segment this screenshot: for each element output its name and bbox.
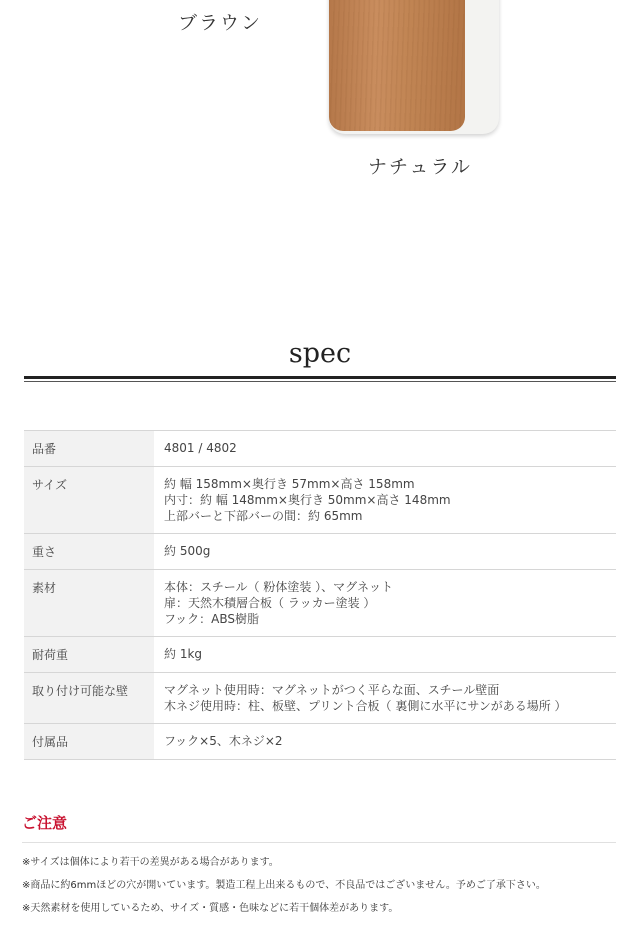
color-label-brown: ブラウン bbox=[178, 12, 263, 34]
spec-label: 付属品 bbox=[24, 724, 154, 760]
spec-label: 重さ bbox=[24, 534, 154, 570]
spec-value bbox=[154, 637, 616, 673]
caution-heading: ご注意 bbox=[22, 814, 68, 832]
spec-value bbox=[154, 673, 616, 724]
spec-value-line: 扉：天然木積層合板（ ラッカー塗装 ） bbox=[164, 596, 376, 610]
spec-value-line: 木ネジ使用時：柱、板壁、プリント合板（ 裏側に水平にサンがある場所 ） bbox=[164, 699, 567, 713]
caution-note: ※天然素材を使用しているため、サイズ・質感・色味などに若干個体差があります。 bbox=[22, 903, 399, 914]
spec-value-line: フック：ABS樹脂 bbox=[164, 612, 260, 626]
spec-row bbox=[24, 637, 616, 673]
product-image-natural bbox=[329, 0, 499, 134]
spec-label: 耐荷重 bbox=[24, 637, 154, 673]
spec-label: 取り付け可能な壁 bbox=[24, 673, 154, 724]
spec-value bbox=[154, 467, 616, 534]
caution-note: ※サイズは個体により若干の差異がある場合があります。 bbox=[22, 857, 279, 868]
spec-row bbox=[24, 431, 616, 467]
spec-value-line: 4801 / 4802 bbox=[164, 441, 237, 455]
spec-value bbox=[154, 534, 616, 570]
product-wood-door bbox=[329, 0, 465, 131]
spec-row bbox=[24, 673, 616, 724]
caution-notes bbox=[22, 856, 546, 925]
spec-value-line: フック×5、木ネジ×2 bbox=[164, 734, 283, 748]
spec-heading: spec bbox=[288, 338, 352, 369]
spec-divider-thin bbox=[24, 381, 616, 382]
spec-table bbox=[24, 430, 616, 760]
spec-row bbox=[24, 467, 616, 534]
spec-label: サイズ bbox=[24, 467, 154, 534]
caution-note: ※商品に約6mmほどの穴が開いています。製造工程上出来るもので、不良品ではございません。予めご了承下さい。 bbox=[22, 880, 546, 891]
spec-row bbox=[24, 570, 616, 637]
color-label-natural: ナチュラル bbox=[368, 156, 472, 178]
spec-value-line: 約 500g bbox=[164, 544, 211, 558]
spec-row bbox=[24, 724, 616, 760]
spec-row bbox=[24, 534, 616, 570]
spec-value-line: 約 幅 158mm×奥行き 57mm×高さ 158mm bbox=[164, 477, 415, 491]
spec-divider-thick bbox=[24, 376, 616, 379]
spec-value bbox=[154, 431, 616, 467]
spec-label: 品番 bbox=[24, 431, 154, 467]
spec-label: 素材 bbox=[24, 570, 154, 637]
caution-divider bbox=[22, 842, 616, 843]
spec-value-line: マグネット使用時：マグネットがつく平らな面、スチール壁面 bbox=[164, 683, 500, 697]
spec-value-line: 約 1kg bbox=[164, 647, 203, 661]
spec-value-line: 内寸：約 幅 148mm×奥行き 50mm×高さ 148mm bbox=[164, 493, 451, 507]
spec-value bbox=[154, 570, 616, 637]
spec-value-line: 本体：スチール（ 粉体塗装 ）、マグネット bbox=[164, 580, 394, 594]
spec-value bbox=[154, 724, 616, 760]
spec-value-line: 上部バーと下部バーの間：約 65mm bbox=[164, 509, 363, 523]
